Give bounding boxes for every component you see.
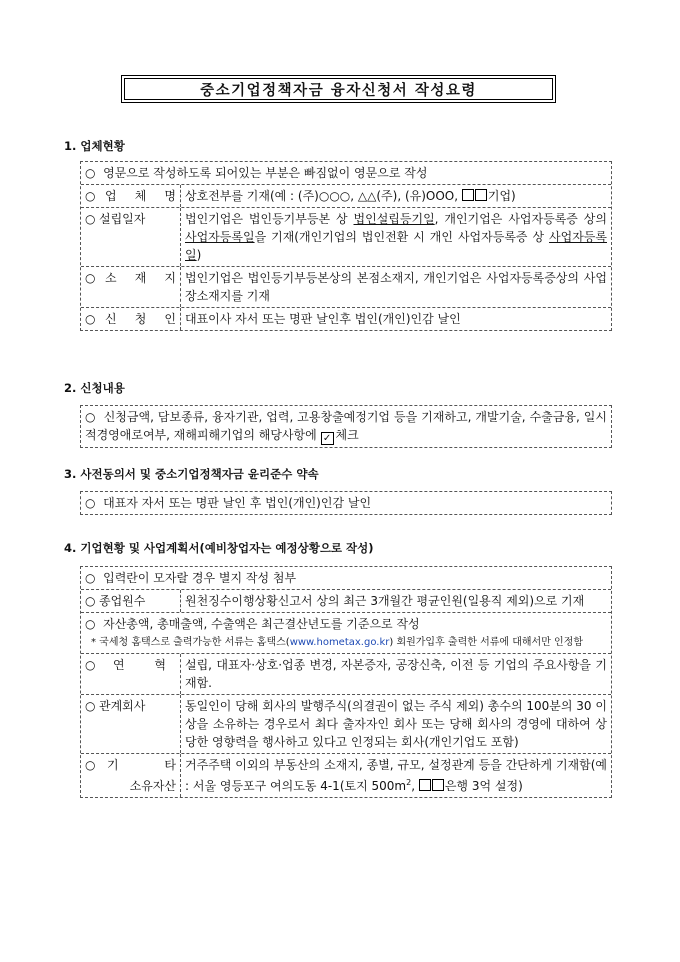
table-row: ○ 소 재 지 법인기업은 법인등기부등본상의 본점소재지, 개인기업은 사업자등록증상의 사업장소재지를 기재 [81, 266, 611, 307]
section-3-text: ○ 대표자 자서 또는 명판 날인 후 법인(개인)인감 날인 [85, 496, 372, 510]
hometax-note: * 국세청 홈택스로 출력가능한 서류는 홈택스(www.hometax.go.kr) 회원가입후 출력한 서류에 대해서만 인정함 [91, 637, 584, 648]
document-title-box [121, 75, 556, 103]
other-assets-label-line2: 소유자산 [129, 779, 176, 793]
company-name-label: 업 체 명 [105, 189, 176, 203]
table-row: ○ 종업원수 원천징수이행상황신고서 상의 최근 3개월간 평균인원(일용직 제외)으로 기재 [81, 589, 611, 612]
table-row: ○ 연 혁 설립, 대표자·상호·업종 변경, 자본증자, 공장신축, 이전 등 기업의 주요사항을 기재함. [81, 653, 611, 694]
capital-text: ○ 자산총액, 총매출액, 수출액은 최근결산년도를 기준으로 작성 [85, 617, 420, 631]
hometax-link[interactable]: www.hometax.go.kr [289, 637, 390, 648]
table-row: ○ 기 타 소유자산 거주주택 이외의 부동산의 소재지, 종별, 규모, 설정관계 등을 간단하게 기재함(예 : 서울 영등포구 여의도동 4-1(토지 $500m^2$, 은행 3억 설정) [81, 753, 611, 797]
blank-box-icon [419, 779, 431, 791]
applicant-value: 대표이사 자서 또는 명판 날인후 법인(개인)인감 날인 [185, 312, 461, 326]
location-label: 소 재 지 [105, 271, 176, 285]
table-row: ○ 설립일자 법인기업은 법인등기부등본 상 법인설립등기일, 개인기업은 사업자등록증 상의 사업자등록일을 기재(개인기업의 법인전환 시 개인 사업자등록증 상 사업자등록일) [81, 207, 611, 266]
table-row [81, 162, 611, 184]
section-2-heading: 2. 신청내용 [64, 381, 125, 395]
table-row [81, 612, 611, 653]
other-assets-value: 거주주택 이외의 부동산의 소재지, 종별, 규모, 설정관계 등을 간단하게 기재함(예 : 서울 영등포구 여의도동 4-1(토지 $500m^2$, 은행 3억 설정) [185, 758, 607, 793]
affiliates-label: 관계회사 [99, 699, 146, 713]
section-3-table [80, 491, 612, 515]
founding-date-label: 설립일자 [99, 212, 146, 226]
table-row: ○ 관계회사 동일인이 당해 회사의 발행주식(의결권이 없는 주식 제외) 총수의 100분의 30 이상을 소유하는 경우로서 최다 출자자인 회사 또는 당해 회사의 경영에 대하여 상당한 영향력을 행사하고 있다고 인정되는 회사(개인기업도 포함) [81, 694, 611, 753]
blank-box-icon [462, 189, 474, 201]
checkbox-checked-icon: ✓ [321, 432, 334, 445]
section-4-heading: 4. 기업현황 및 사업계획서(예비창업자는 예정상황으로 작성) [64, 541, 374, 555]
history-label: 연 혁 [113, 658, 166, 672]
document-title: 중소기업정책자금 융자신청서 작성요령 [124, 78, 553, 100]
history-value: 설립, 대표자·상호·업종 변경, 자본증자, 공장신축, 이전 등 기업의 주요사항을 기재함. [185, 658, 607, 690]
location-value: 법인기업은 법인등기부등본상의 본점소재지, 개인기업은 사업자등록증상의 사업장소재지를 기재 [185, 271, 607, 303]
founding-date-value: 법인기업은 법인등기부등본 상 법인설립등기일, 개인기업은 사업자등록증 상의 사업자등록일을 기재(개인기업의 법인전환 시 개인 사업자등록증 상 사업자등록일) [185, 212, 607, 262]
blank-box-icon [432, 779, 444, 791]
section-4-intro: ○ 입력란이 모자랄 경우 별지 작성 첨부 [85, 571, 297, 585]
section-3-heading: 3. 사전동의서 및 중소기업정책자금 윤리준수 약속 [64, 467, 319, 481]
table-row [81, 406, 611, 447]
table-row [81, 492, 611, 514]
applicant-label: 신 청 인 [105, 312, 176, 326]
table-row: ○ 신 청 인 대표이사 자서 또는 명판 날인후 법인(개인)인감 날인 [81, 307, 611, 330]
table-row [81, 567, 611, 589]
section-2-table [80, 405, 612, 448]
section-1-heading: 1. 업체현황 [64, 139, 125, 153]
section-1-table [80, 161, 612, 331]
section-1-intro: ○ 영문으로 작성하도록 되어있는 부분은 빠짐없이 영문으로 작성 [85, 166, 428, 180]
employees-value: 원천징수이행상황신고서 상의 최근 3개월간 평균인원(일용직 제외)으로 기재 [185, 594, 585, 608]
table-row: ○ 업 체 명 상호전부를 기재(예 : (주)○○○, △△(주), (유)OOO, 기업) [81, 184, 611, 207]
affiliates-value: 동일인이 당해 회사의 발행주식(의결권이 없는 주식 제외) 총수의 100분의 30 이상을 소유하는 경우로서 최다 출자자인 회사 또는 당해 회사의 경영에 대하여 상당한 영향력을 행사하고 있다고 인정되는 회사(개인기업도 포함) [185, 699, 607, 749]
employees-label: 종업원수 [99, 594, 146, 608]
section-4-table [80, 566, 612, 798]
blank-box-icon [475, 189, 487, 201]
section-2-text: ○ 신청금액, 담보종류, 융자기관, 업력, 고용창출예정기업 등을 기재하고, 개발기술, 수출금융, 일시적경영애로여부, 재해피해기업의 해당사항에 ✓ 체크 [85, 410, 607, 444]
other-assets-label-line1: 기 타 [107, 758, 176, 772]
company-name-value: 상호전부를 기재(예 : (주)○○○, △△(주), (유)OOO, 기업) [185, 189, 516, 203]
